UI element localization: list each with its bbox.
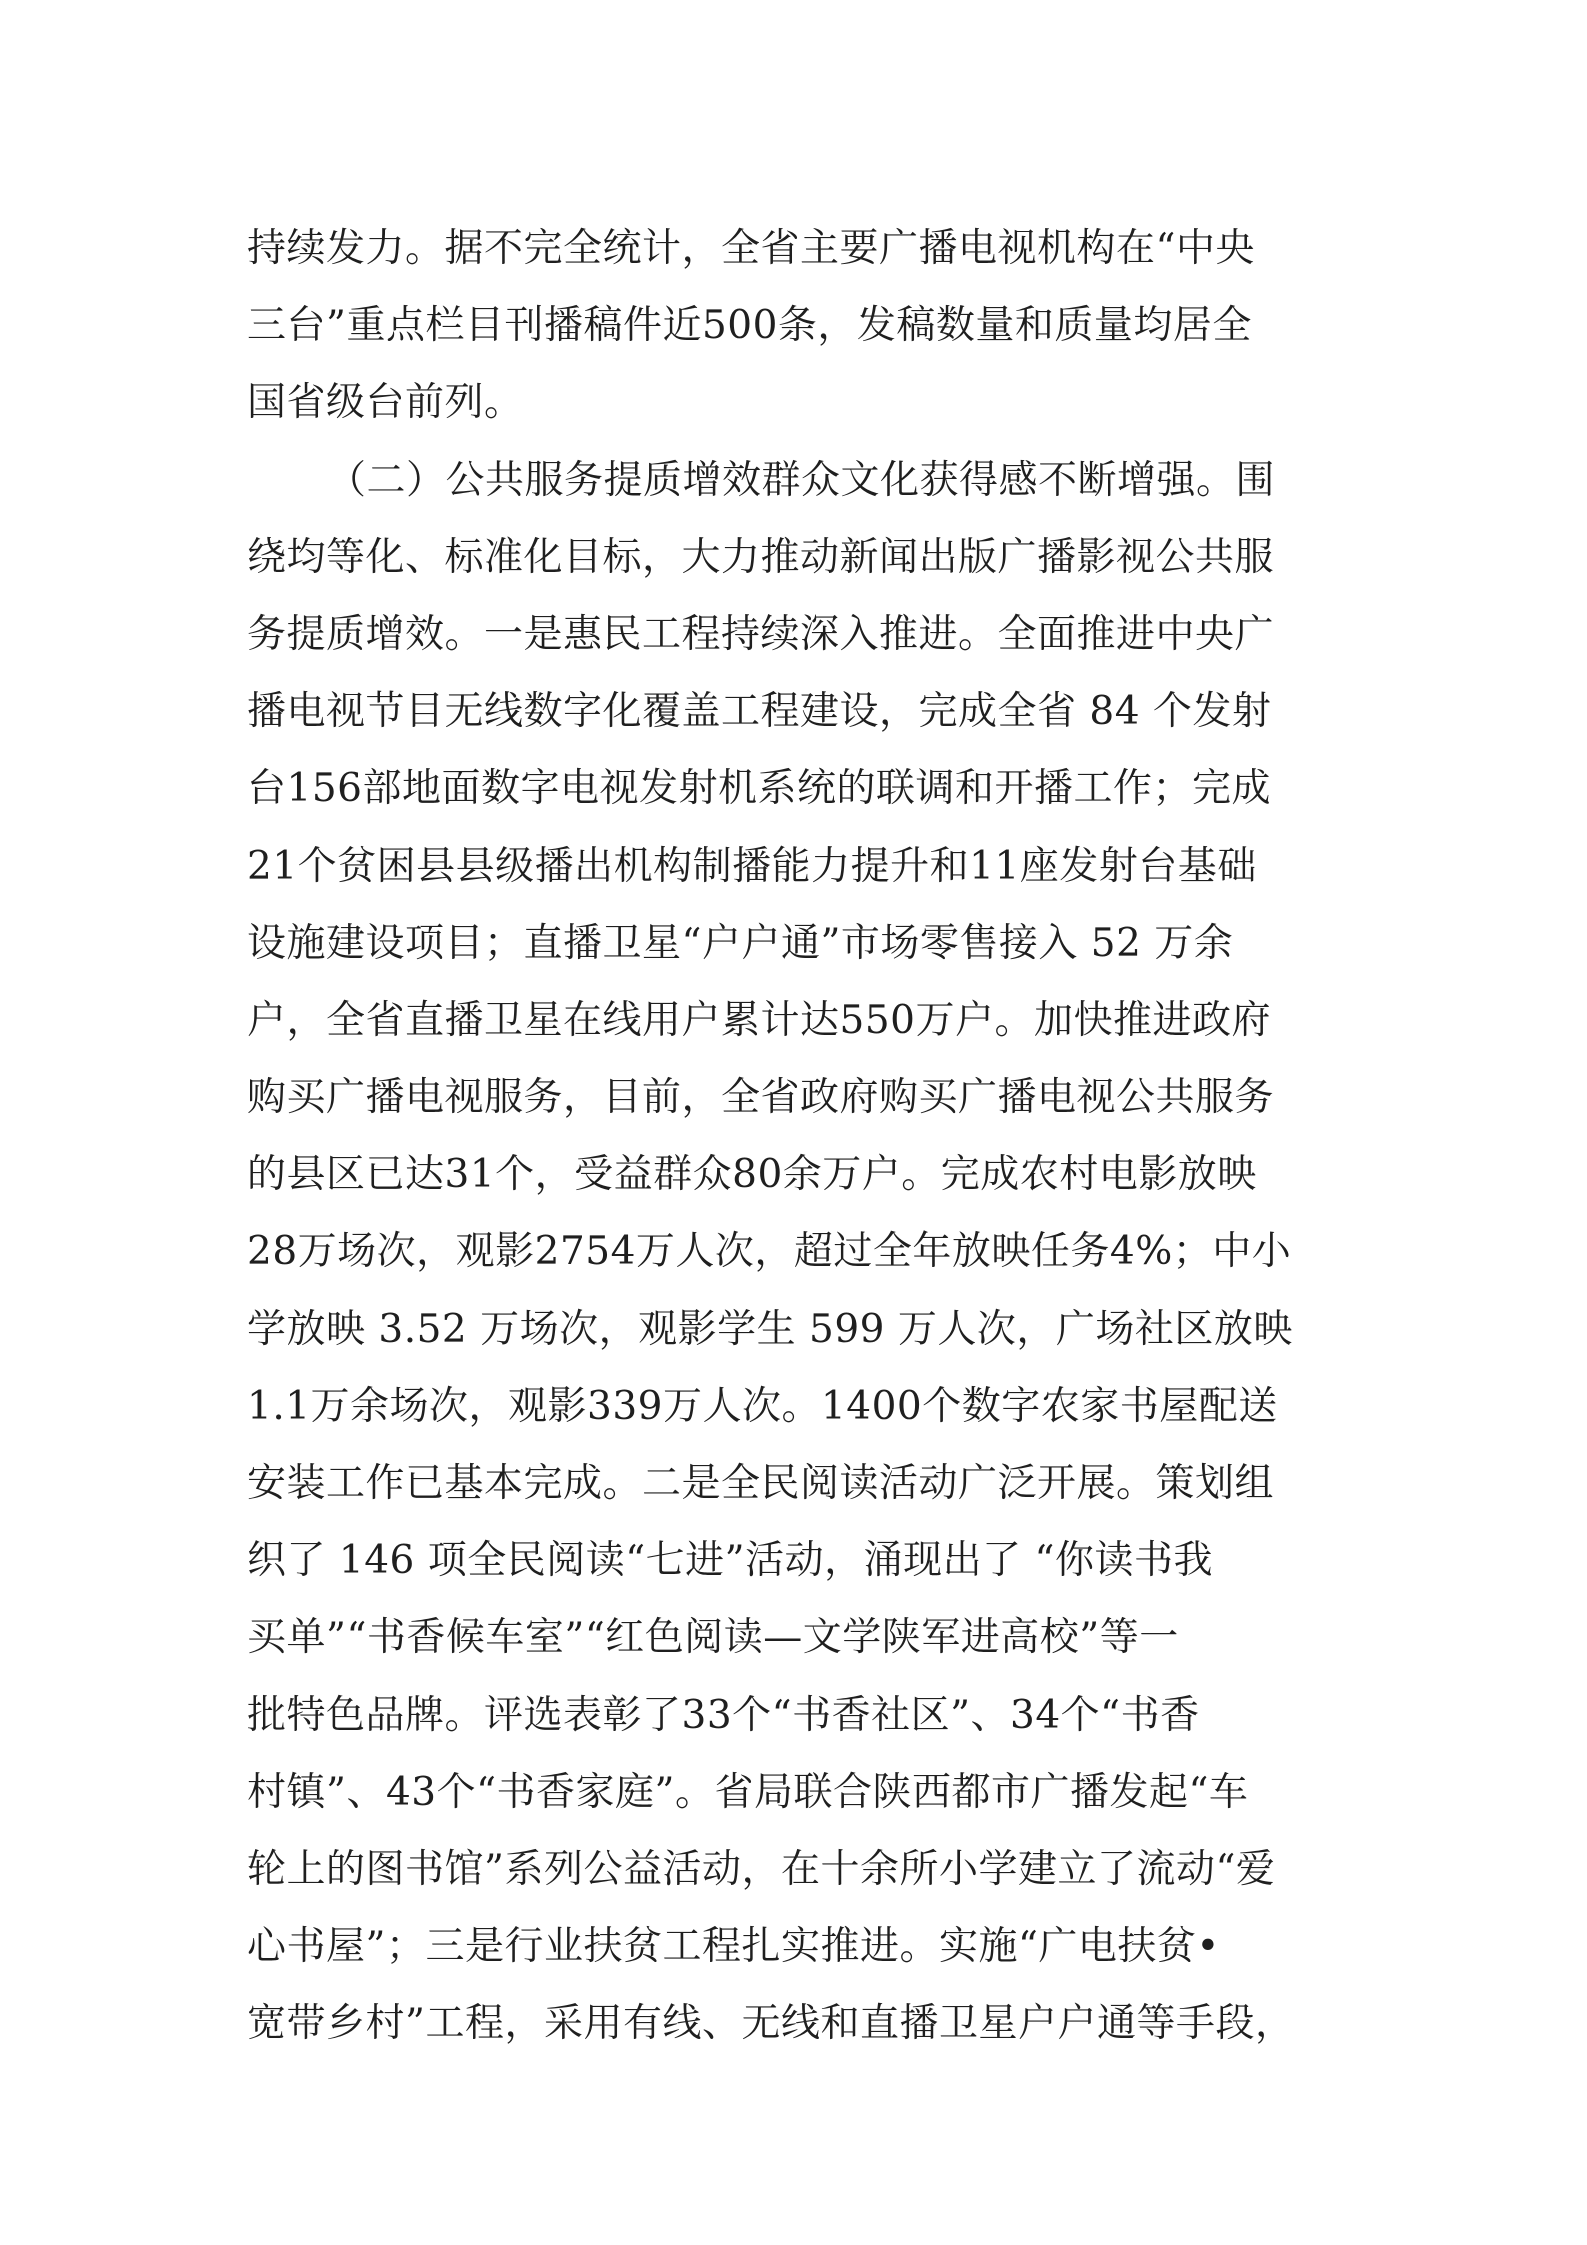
text-line: 村镇”、43个“书香家庭”。省局联合陕西都市广播发起“车 xyxy=(247,1769,1249,1815)
text-line: 批特色品牌。评选表彰了33个“书香社区”、34个“书香 xyxy=(247,1692,1200,1738)
text-line: 1.1万余场次，观影339万人次。1400个数字农家书屋配送 xyxy=(247,1383,1278,1429)
text-line: 安装工作已基本完成。二是全民阅读活动广泛开展。策划组 xyxy=(247,1461,1275,1506)
body-text xyxy=(247,210,1347,2063)
text-line: 织了 146 项全民阅读“七进”活动，涌现出了 “你读书我 xyxy=(247,1538,1213,1584)
text-line: 台156部地面数字电视发射机系统的联调和开播工作；完成 xyxy=(247,766,1271,812)
text-line: 28万场次，观影2754万人次，超过全年放映任务4%；中小 xyxy=(247,1229,1292,1275)
text-line: 持续发力。据不完全统计，全省主要广播电视机构在“中央 xyxy=(247,226,1255,271)
text-line: 的县区已达31个，受益群众80余万户。完成农村电影放映 xyxy=(247,1152,1257,1198)
text-line: 购买广播电视服务，目前，全省政府购买广播电视公共服务 xyxy=(247,1075,1275,1121)
text-line: 设施建设项目；直播卫星“户户通”市场零售接入 52 万余 xyxy=(247,920,1234,966)
text-line: 国省级台前列。 xyxy=(247,380,524,426)
text-line: 播电视节目无线数字化覆盖工程建设，完成全省 84 个发射 xyxy=(247,689,1272,735)
text-line: 轮上的图书馆”系列公益活动，在十余所小学建立了流动“爱 xyxy=(247,1846,1276,1892)
text-line: 心书屋”；三是行业扶贫工程扎实推进。实施“广电扶贫• xyxy=(247,1924,1220,1970)
text-line: 买单”“书香候车室”“红色阅读—文学陕军进高校”等一 xyxy=(247,1615,1179,1661)
section-heading-line: （二）公共服务提质增效群众文化获得感不断增强。围 xyxy=(327,457,1276,503)
text-line: 学放映 3.52 万场次，观影学生 599 万人次，广场社区放映 xyxy=(247,1306,1293,1352)
text-line: 宽带乡村”工程，采用有线、无线和直播卫星户户通等手段， xyxy=(247,2001,1295,2047)
text-line: 务提质增效。一是惠民工程持续深入推进。全面推进中央广 xyxy=(247,611,1275,657)
text-line: 三台”重点栏目刊播稿件近500条，发稿数量和质量均居全 xyxy=(247,303,1252,349)
text-line: 绕均等化、标准化目标，大力推动新闻出版广播影视公共服 xyxy=(247,534,1275,580)
text-line: 21个贫困县县级播出机构制播能力提升和11座发射台基础 xyxy=(247,843,1257,889)
text-line: 户，全省直播卫星在线用户累计达550万户。加快推进政府 xyxy=(247,997,1271,1043)
